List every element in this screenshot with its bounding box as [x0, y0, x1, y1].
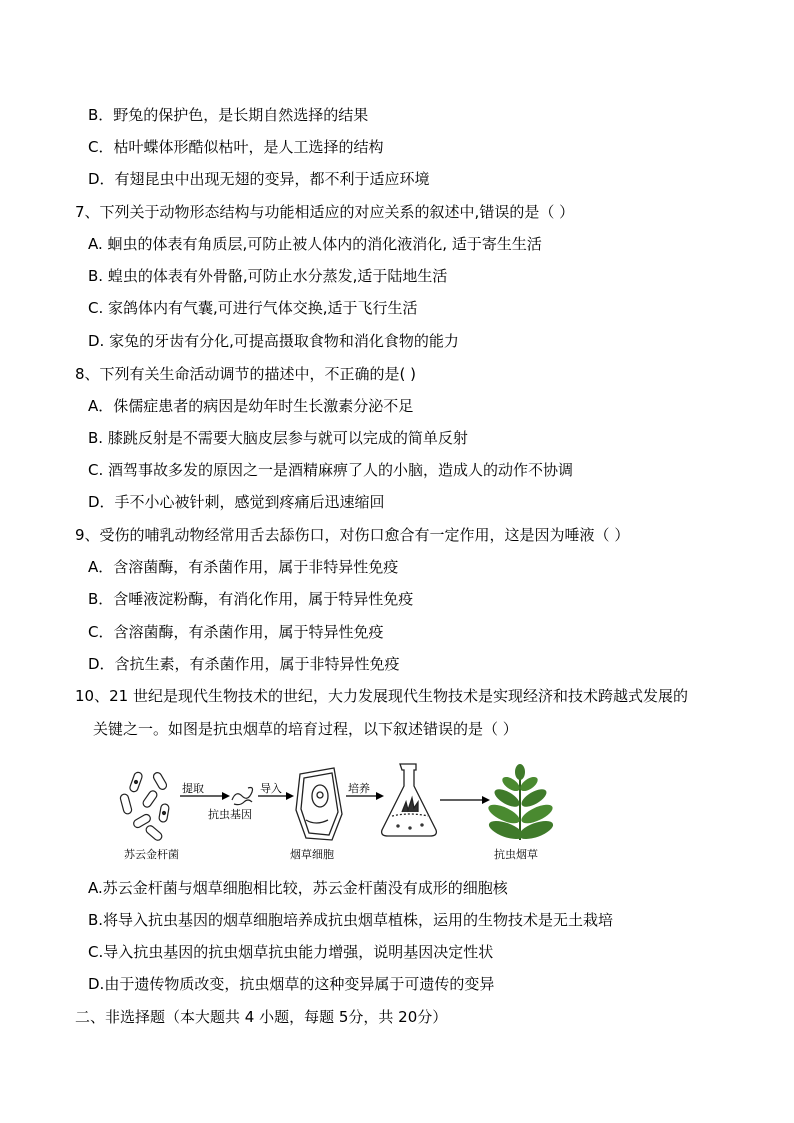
q8-option-c: C. 酒驾事故多发的原因之一是酒精麻痹了人的小脑，造成人的动作不协调: [88, 461, 574, 479]
q10-option-a: A.苏云金杆菌与烟草细胞相比较，苏云金杆菌没有成形的细胞核: [88, 879, 508, 897]
label-import: 导入: [260, 782, 282, 795]
tobacco-cell-illustration: [296, 768, 342, 840]
label-extract: 提取: [182, 782, 204, 795]
q6-option-d: D．有翅昆虫中出现无翅的变异，都不利于适应环境: [88, 170, 430, 188]
q10-option-c: C.导入抗虫基因的抗虫烟草抗虫能力增强，说明基因决定性状: [88, 943, 494, 961]
q7-option-b: B. 蝗虫的体表有外骨骼,可防止水分蒸发,适于陆地生活: [88, 267, 448, 285]
q9-option-c: C．含溶菌酶，有杀菌作用，属于特异性免疫: [88, 623, 384, 641]
label-tobacco-cell: 烟草细胞: [290, 848, 334, 861]
q10-option-d: D.由于遗传物质改变，抗虫烟草的这种变异属于可遗传的变异: [88, 975, 495, 993]
q8-option-a: A．侏儒症患者的病因是幼年时生长激素分泌不足: [88, 397, 414, 415]
q10-option-b: B.将导入抗虫基因的烟草细胞培养成抗虫烟草植株，运用的生物技术是无土栽培: [88, 911, 614, 929]
q10-figure: [110, 760, 580, 870]
q10-stem-line2: 关键之一。如图是抗虫烟草的培育过程，以下叙述错误的是（ ）: [93, 720, 518, 738]
q6-option-c: C．枯叶蝶体形酷似枯叶，是人工选择的结构: [88, 138, 384, 156]
culture-flask-illustration: [382, 764, 437, 836]
q6-option-b: B．野兔的保护色，是长期自然选择的结果: [88, 106, 369, 124]
q7-option-d: D. 家兔的牙齿有分化,可提高摄取食物和消化食物的能力: [88, 332, 459, 350]
q9-option-d: D．含抗生素，有杀菌作用，属于非特异性免疫: [88, 655, 400, 673]
bacteria-illustration: [120, 771, 170, 842]
q9-option-b: B．含唾液淀粉酶，有消化作用，属于特异性免疫: [88, 590, 414, 608]
label-culture: 培养: [348, 782, 370, 795]
q8-stem: 8、下列有关生命活动调节的描述中，不正确的是( ): [75, 365, 417, 383]
label-resistant-tobacco: 抗虫烟草: [494, 848, 538, 861]
q7-option-a: A. 蛔虫的体表有角质层,可防止被人体内的消化液消化, 适于寄生生活: [88, 235, 542, 253]
label-bacteria: 苏云金杆菌: [124, 848, 179, 861]
q7-stem: 7、下列关于动物形态结构与功能相适应的对应关系的叙述中,错误的是（ ）: [75, 203, 575, 221]
q8-option-b: B. 膝跳反射是不需要大脑皮层参与就可以完成的简单反射: [88, 429, 468, 447]
q10-stem-line1: 10、21 世纪是现代生物技术的世纪，大力发展现代生物技术是实现经济和技术跨越式发展的: [75, 687, 688, 705]
tobacco-plant-illustration: [486, 764, 555, 843]
q8-option-d: D．手不小心被针刺，感觉到疼痛后迅速缩回: [88, 493, 385, 511]
q9-stem: 9、受伤的哺乳动物经常用舌去舔伤口，对伤口愈合有一定作用，这是因为唾液（ ）: [75, 526, 630, 544]
label-gene: 抗虫基因: [208, 808, 252, 821]
q9-option-a: A．含溶菌酶，有杀菌作用，属于非特异性免疫: [88, 558, 399, 576]
q7-option-c: C. 家鸽体内有气囊,可进行气体交换,适于飞行生活: [88, 299, 418, 317]
gene-illustration: [232, 788, 253, 805]
section-2-heading: 二、非选择题（本大题共 4 小题，每题 5分，共 20分）: [75, 1008, 448, 1026]
